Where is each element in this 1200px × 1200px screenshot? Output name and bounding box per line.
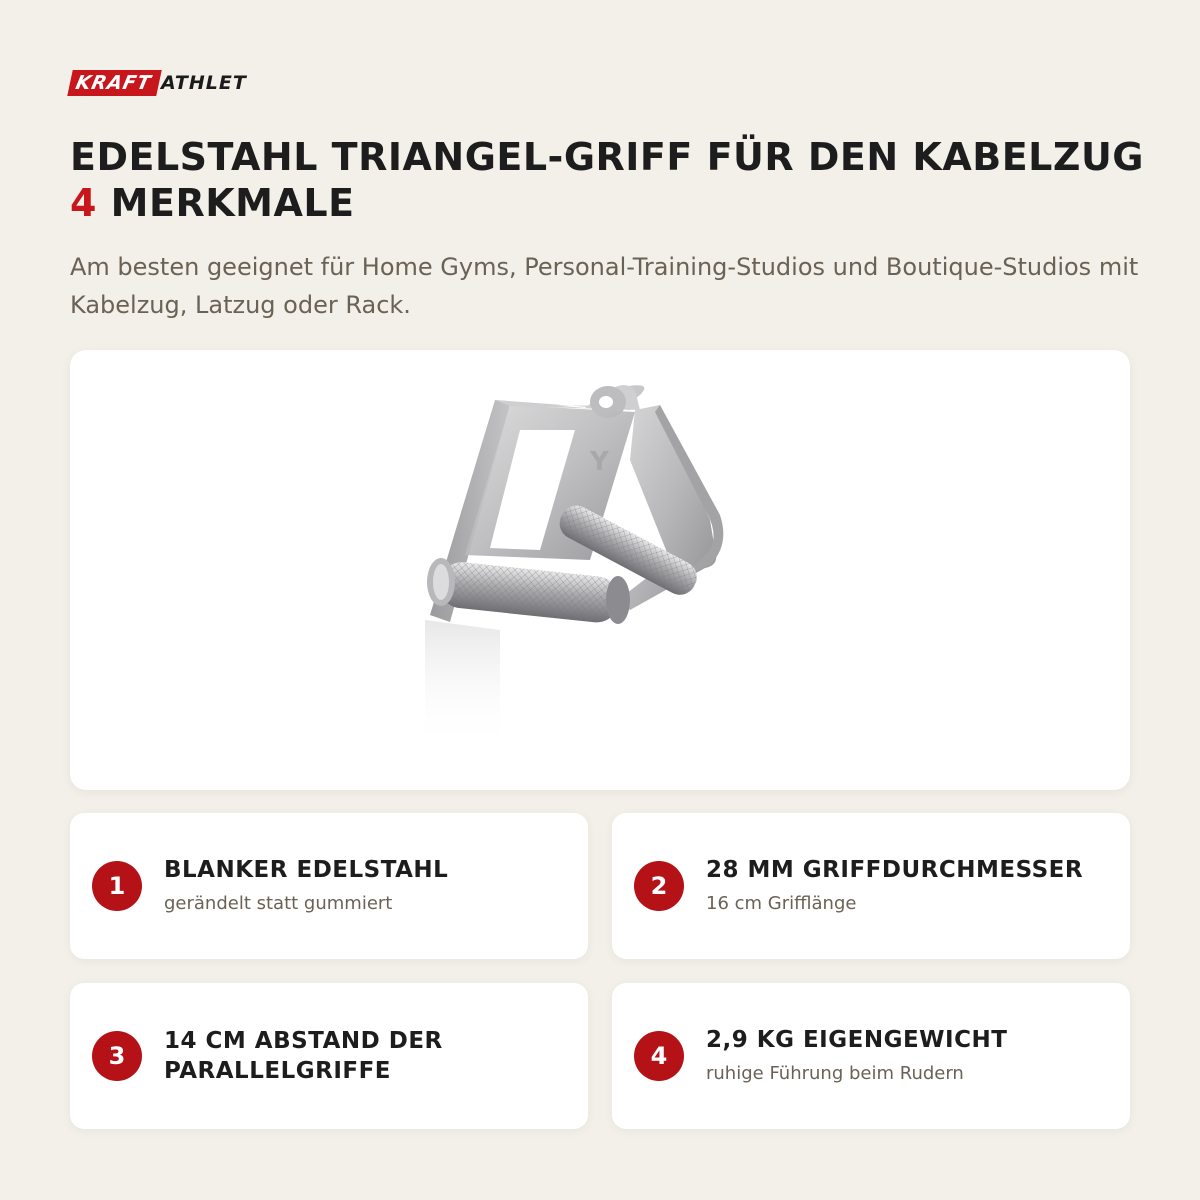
brand-logo-part2: ATHLET bbox=[161, 72, 247, 94]
feature-subtitle: 16 cm Grifflänge bbox=[706, 893, 857, 914]
brand-logo-part1: KRAFT bbox=[67, 70, 162, 96]
title-accent-number: 4 bbox=[70, 181, 97, 225]
svg-text:Y: Y bbox=[590, 447, 609, 477]
feature-title: 2,9 KG EIGENGEWICHT bbox=[706, 1027, 1008, 1053]
product-image bbox=[70, 350, 1130, 790]
feature-subtitle: ruhige Führung beim Rudern bbox=[706, 1063, 964, 1084]
feature-number-badge: 4 bbox=[634, 1031, 684, 1081]
page-title bbox=[70, 134, 1150, 226]
feature-title: 28 MM GRIFFDURCHMESSER bbox=[706, 857, 1084, 883]
title-line1: EDELSTAHL TRIANGEL-GRIFF FÜR DEN KABELZUG bbox=[70, 135, 1144, 179]
feature-number-badge: 2 bbox=[634, 861, 684, 911]
feature-title: BLANKER EDELSTAHL bbox=[164, 857, 449, 883]
product-image-card bbox=[70, 350, 1130, 790]
page-subtitle: Am besten geeignet für Home Gyms, Personal-Training-Studios und Boutique-Studios mit Kabelzug, Latzug oder Rack. bbox=[70, 253, 1139, 319]
feature-card-3 bbox=[70, 983, 588, 1129]
title-line2: MERKMALE bbox=[96, 181, 355, 225]
brand-logo bbox=[70, 70, 247, 96]
feature-subtitle: gerändelt statt gummiert bbox=[164, 893, 393, 914]
feature-title: 14 CM ABSTAND DER PARALLELGRIFFE bbox=[164, 1028, 443, 1084]
feature-card-2 bbox=[612, 813, 1130, 959]
feature-card-4 bbox=[612, 983, 1130, 1129]
feature-number-badge: 1 bbox=[92, 861, 142, 911]
feature-number-badge: 3 bbox=[92, 1031, 142, 1081]
feature-card-1 bbox=[70, 813, 588, 959]
